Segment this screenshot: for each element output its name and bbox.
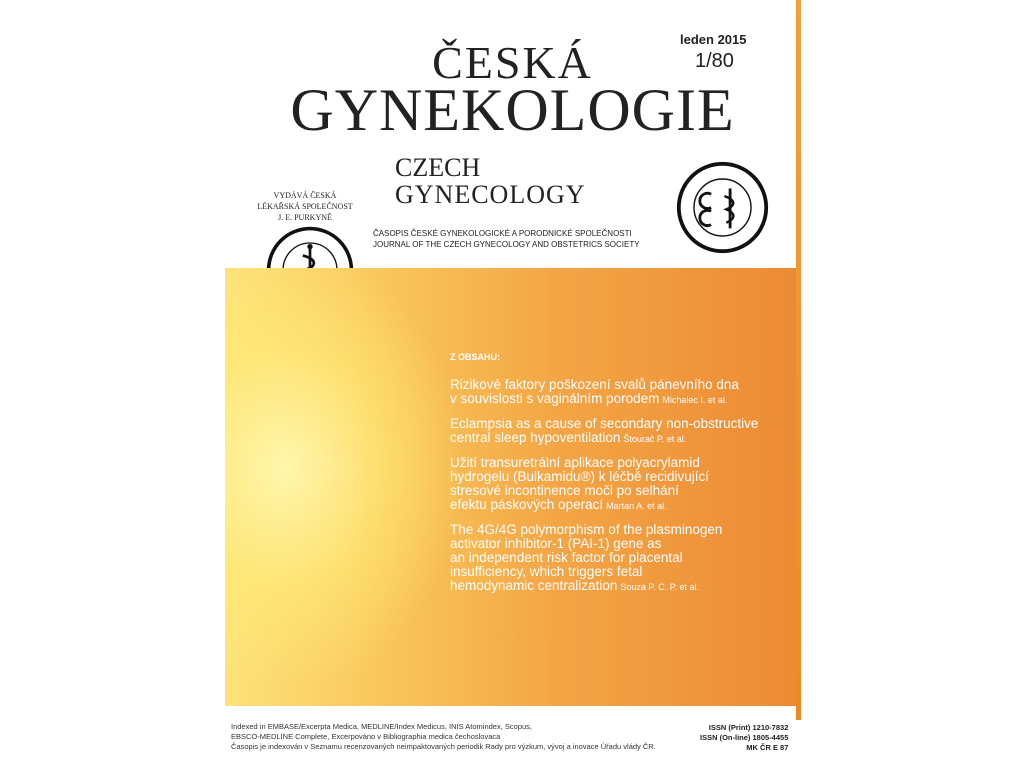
contents-section xyxy=(450,352,780,604)
publisher-line: LÉKAŘSKÁ SPOLEČNOST xyxy=(257,202,353,211)
article-entry xyxy=(450,378,780,407)
title-line-2: GYNEKOLOGIE xyxy=(290,77,735,143)
article-entry xyxy=(450,417,780,446)
issn-info xyxy=(700,723,788,753)
article-line: The 4G/4G polymorphism of the plasminogen xyxy=(450,522,723,537)
article-line: Rizikové faktory poškození svalů pánevního dna xyxy=(450,377,739,392)
subtitle-line-2: GYNECOLOGY xyxy=(395,180,586,209)
journal-description xyxy=(373,228,640,250)
article-line: hydrogelu (Bulkamidu®) k léčbě recidivující xyxy=(450,469,710,484)
article-author: Štourač P. et al. xyxy=(623,434,687,444)
issue-number: 1/80 xyxy=(695,50,734,72)
article-line: central sleep hypoventilation xyxy=(450,430,621,445)
article-line: insufficiency, which triggers fetal xyxy=(450,564,643,579)
article-line: activator inhibitor-1 (PAI-1) gene as xyxy=(450,536,662,551)
publisher-text xyxy=(255,190,355,223)
subtitle-line-1: CZECH xyxy=(395,153,481,182)
title-line-1: ČESKÁ xyxy=(432,37,593,88)
indexing-line: EBSCO-MEDLINE Complete, Excerpováno v Bibliographia medica čechoslovaca xyxy=(231,732,501,741)
article-author: Martan A. et al. xyxy=(606,501,667,511)
article-line: Užití transuretrální aplikace polyacrylamid xyxy=(450,455,700,470)
article-line: stresové incontinence moči po selhání xyxy=(450,483,679,498)
indexing-line: Časopis je indexován v Seznamu recenzovaných neimpaktovaných periodik Rady pro výzkum, vývoj a inovace Úřadu vlády ČR. xyxy=(231,742,656,751)
issn-line: ISSN (Print) 1210-7832 xyxy=(708,723,789,732)
article-line: efektu páskových operací xyxy=(450,497,604,512)
article-author: Souza P. C. P. et al. xyxy=(620,582,700,592)
article-line: an independent risk factor for placental xyxy=(450,550,683,565)
next-page-edge xyxy=(796,0,801,720)
orange-panel xyxy=(225,268,800,706)
cover-footer xyxy=(225,706,800,768)
cover-header xyxy=(225,0,800,268)
journal-line: ČASOPIS ČESKÉ GYNEKOLOGICKÉ A PORODNICKÉ SPOLEČNOSTI xyxy=(373,229,632,238)
journal-line: JOURNAL OF THE CZECH GYNECOLOGY AND OBSTETRICS SOCIETY xyxy=(373,240,640,249)
contents-heading: Z OBSAHU: xyxy=(450,352,500,362)
article-author: Michalec I. et al. xyxy=(662,395,728,405)
article-line: v souvislosti s vaginálním porodem xyxy=(450,391,660,406)
issue-date: leden 2015 xyxy=(680,32,747,47)
article-line: Eclampsia as a cause of secondary non-obstructive xyxy=(450,416,759,431)
magazine-cover xyxy=(225,0,800,768)
article-line: hemodynamic centralization xyxy=(450,578,618,593)
indexing-line: Indexed in EMBASE/Excerpta Medica, MEDLINE/Index Medicus, INIS Atomindex, Scopus, xyxy=(231,722,532,731)
article-entry xyxy=(450,523,780,594)
publisher-line: J. E. PURKYNĚ xyxy=(278,213,332,222)
issn-line: MK ČR E 87 xyxy=(746,743,789,752)
publisher-line: VYDÁVÁ ČESKÁ xyxy=(273,191,337,200)
indexing-info xyxy=(231,722,656,752)
issn-line: ISSN (On-line) 1805-4455 xyxy=(700,733,789,742)
article-entry xyxy=(450,456,780,513)
gynecology-society-logo-icon xyxy=(675,160,770,255)
